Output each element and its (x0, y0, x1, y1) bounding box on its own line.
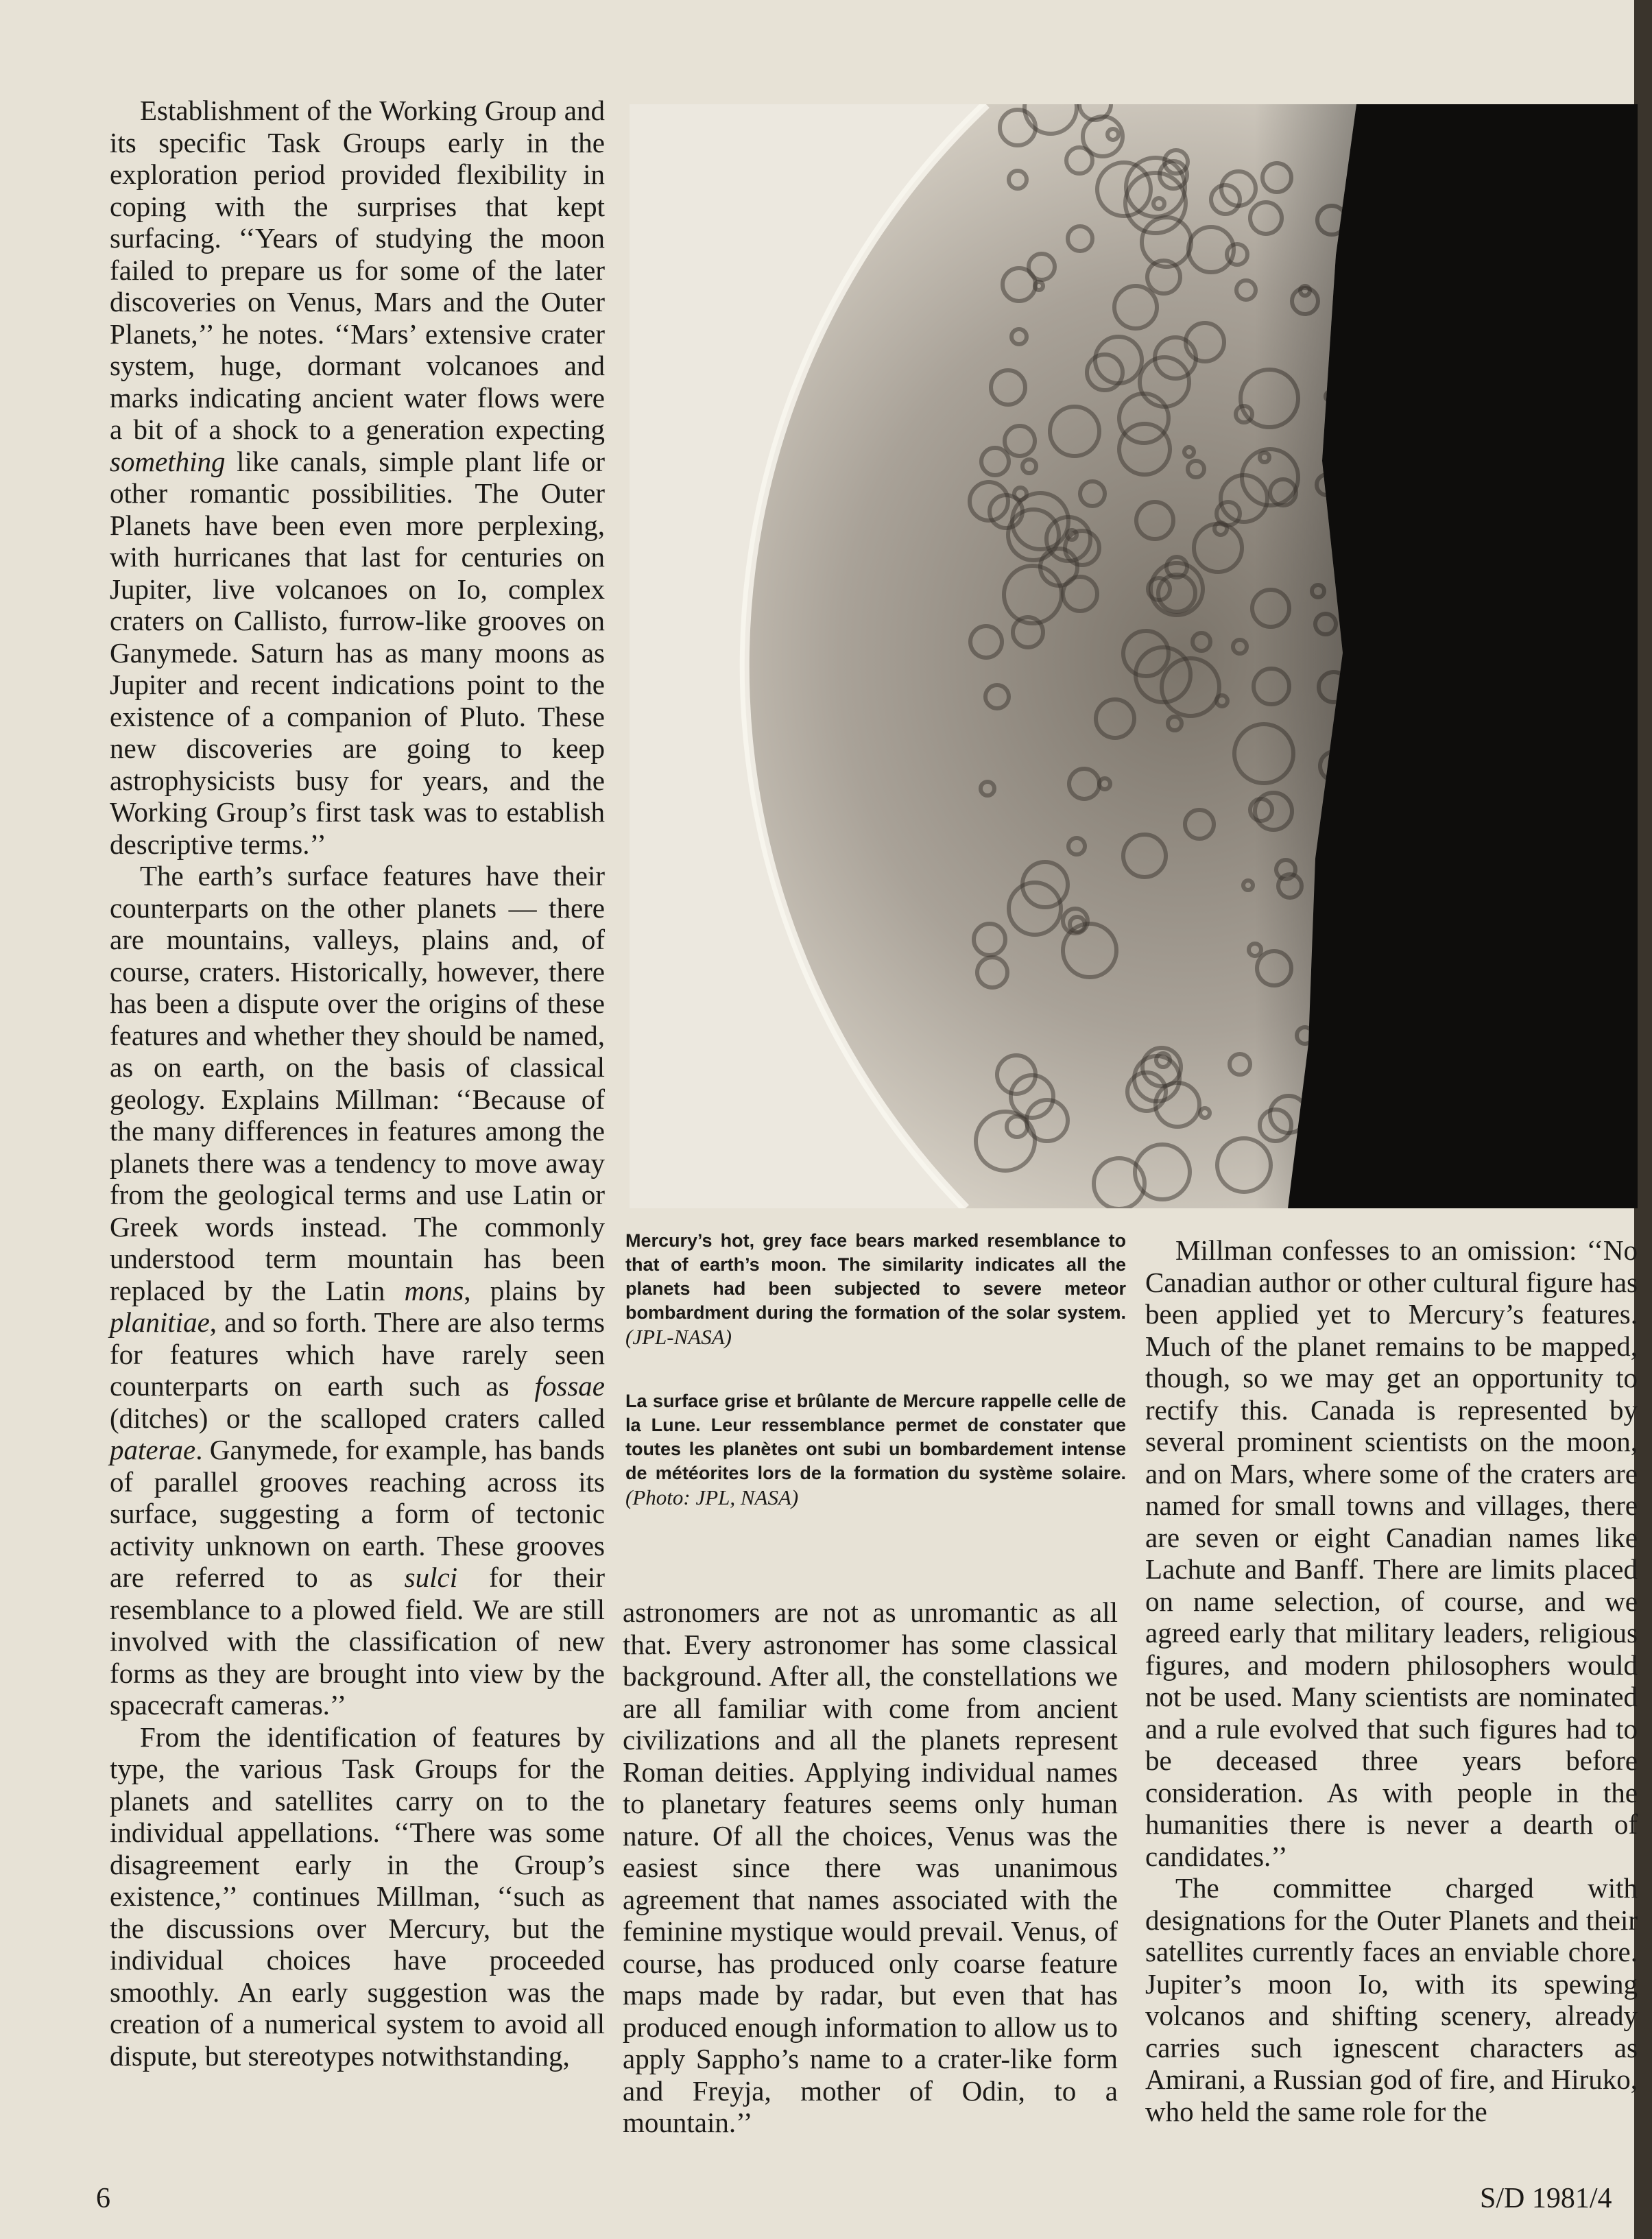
photo-credit-french: (Photo: JPL, NASA) (625, 1485, 799, 1509)
left-paragraph-3: From the identification of features by type, the various Task Groups for the planets and satellites carry on to the individual appellations. ‘‘There was some disagreement early in the Group’s existence,’’ continues Millman, ‘‘such as the discussions over Mercury, but the individual choices have proceeded smoothly. An early suggestion was the creation of a numerical system to avoid all dispute, but stereotypes notwithstanding, (110, 1721, 605, 2072)
mercury-photo-graphic (630, 104, 1638, 1208)
photo-credit-english: (JPL-NASA) (625, 1325, 732, 1349)
left-paragraph-2: The earth’s surface features have their counterparts on the other planets — there are mountains, valleys, plains and, of course, craters. Historically, however, there has been a dispute over the origins of these features and whether they should be named, as on earth, on the basis of classical geology. Explains Millman: ‘‘Because of the many differences in features among the planets there was a tendency to move away from the geological terms and use Latin or Greek words instead. The commonly understood term mountain has been replaced by the Latin mons, plains by planitiae, and so forth. There are also terms for features which have rarely seen counterparts on earth such as fossae (ditches) or the scalloped craters called paterae. Ganymede, for example, has bands of parallel grooves reaching across its surface, suggesting a form of tectonic activity unknown on earth. These grooves are referred to as sulci for their resemblance to a plowed field. We are still involved with the classification of new forms as they are brought into view by the spacecraft cameras.’’ (110, 860, 605, 1721)
caption-english: Mercury’s hot, grey face bears marked resemblance to that of earth’s moon. The similarity indicates all the planets had been subjected to severe meteor bombardment during the formation of the solar system. (JPL-NASA) (625, 1230, 1126, 1349)
left-column (110, 95, 605, 2072)
right-paragraph-1: Millman confesses to an omission: ‘‘No Canadian author or other cultural figure has been applied yet to Mercury’s features. Much of the planet remains to be mapped, though, so we may get an opportunity to rectify this. Canada is represented by several prominent scientists on the moon, and on Mars, where some of the craters are named for small towns and villages, there are seven or eight Canadian names like Lachute and Banff. There are limits placed on name selection, of course, and we agreed early that military leaders, religious figures, and modern philosophers would not be used. Many scientists are nominated and a rule evolved that such figures had to be deceased three years before consideration. As with people in the humanities there is never a dearth of candidates.’’ (1145, 1234, 1638, 1872)
right-column (1145, 1234, 1638, 2127)
left-paragraph-1: Establishment of the Working Group and its specific Task Groups early in the exploration period provided flexibility in coping with the surprises that kept surfacing. ‘‘Years of studying the moon failed to prepare us for some of the later discoveries on Venus, Mars and the Outer Planets,’’ he notes. ‘‘Mars’ extensive crater system, huge, dormant volcanoes and marks indicating ancient water flows were a bit of a shock to a generation expecting something like canals, simple plant life or other romantic possibilities. The Outer Planets have been even more perplexing, with hurricanes that last for centuries on Jupiter, live volcanoes on Io, complex craters on Callisto, furrow-like grooves on Ganymede. Saturn has as many moons as Jupiter and recent indications point to the existence of a companion of Pluto. These new discoveries are going to keep astrophysicists busy for years, and the Working Group’s first task was to establish descriptive terms.’’ (110, 95, 605, 860)
mercury-photo (630, 104, 1638, 1208)
issue-label: S/D 1981/4 (1480, 2183, 1612, 2214)
caption-french: La surface grise et brûlante de Mercure rappelle celle de la Lune. Leur ressemblance permet de constater que toutes les planètes ont subi un bombardement intense de météorites lors de la formation du système solaire. (Photo: JPL, NASA) (625, 1391, 1126, 1509)
page-number: 6 (96, 2183, 110, 2214)
middle-column (623, 1596, 1118, 2139)
middle-paragraph-1: astronomers are not as unromantic as all that. Every astronomer has some classical background. After all, the constellations we are all familiar with come from ancient civilizations and all the planets represent Roman deities. Applying individual names to planetary features seems only human nature. Of all the choices, Venus was the easiest since there was unanimous agreement that names associated with the feminine mystique would prevail. Venus, of course, has produced only coarse feature maps made by radar, but even that has produced enough information to allow us to apply Sappho’s name to a crater-like form and Freyja, mother of Odin, to a mountain.’’ (623, 1596, 1118, 2138)
right-paragraph-2: The committee charged with designations for the Outer Planets and their satellites currently faces an enviable chore. Jupiter’s moon Io, with its spewing volcanos and shifting scenery, already carries such ignescent characters as Amirani, a Russian god of fire, and Hiruko, who held the same role for the (1145, 1872, 1638, 2127)
